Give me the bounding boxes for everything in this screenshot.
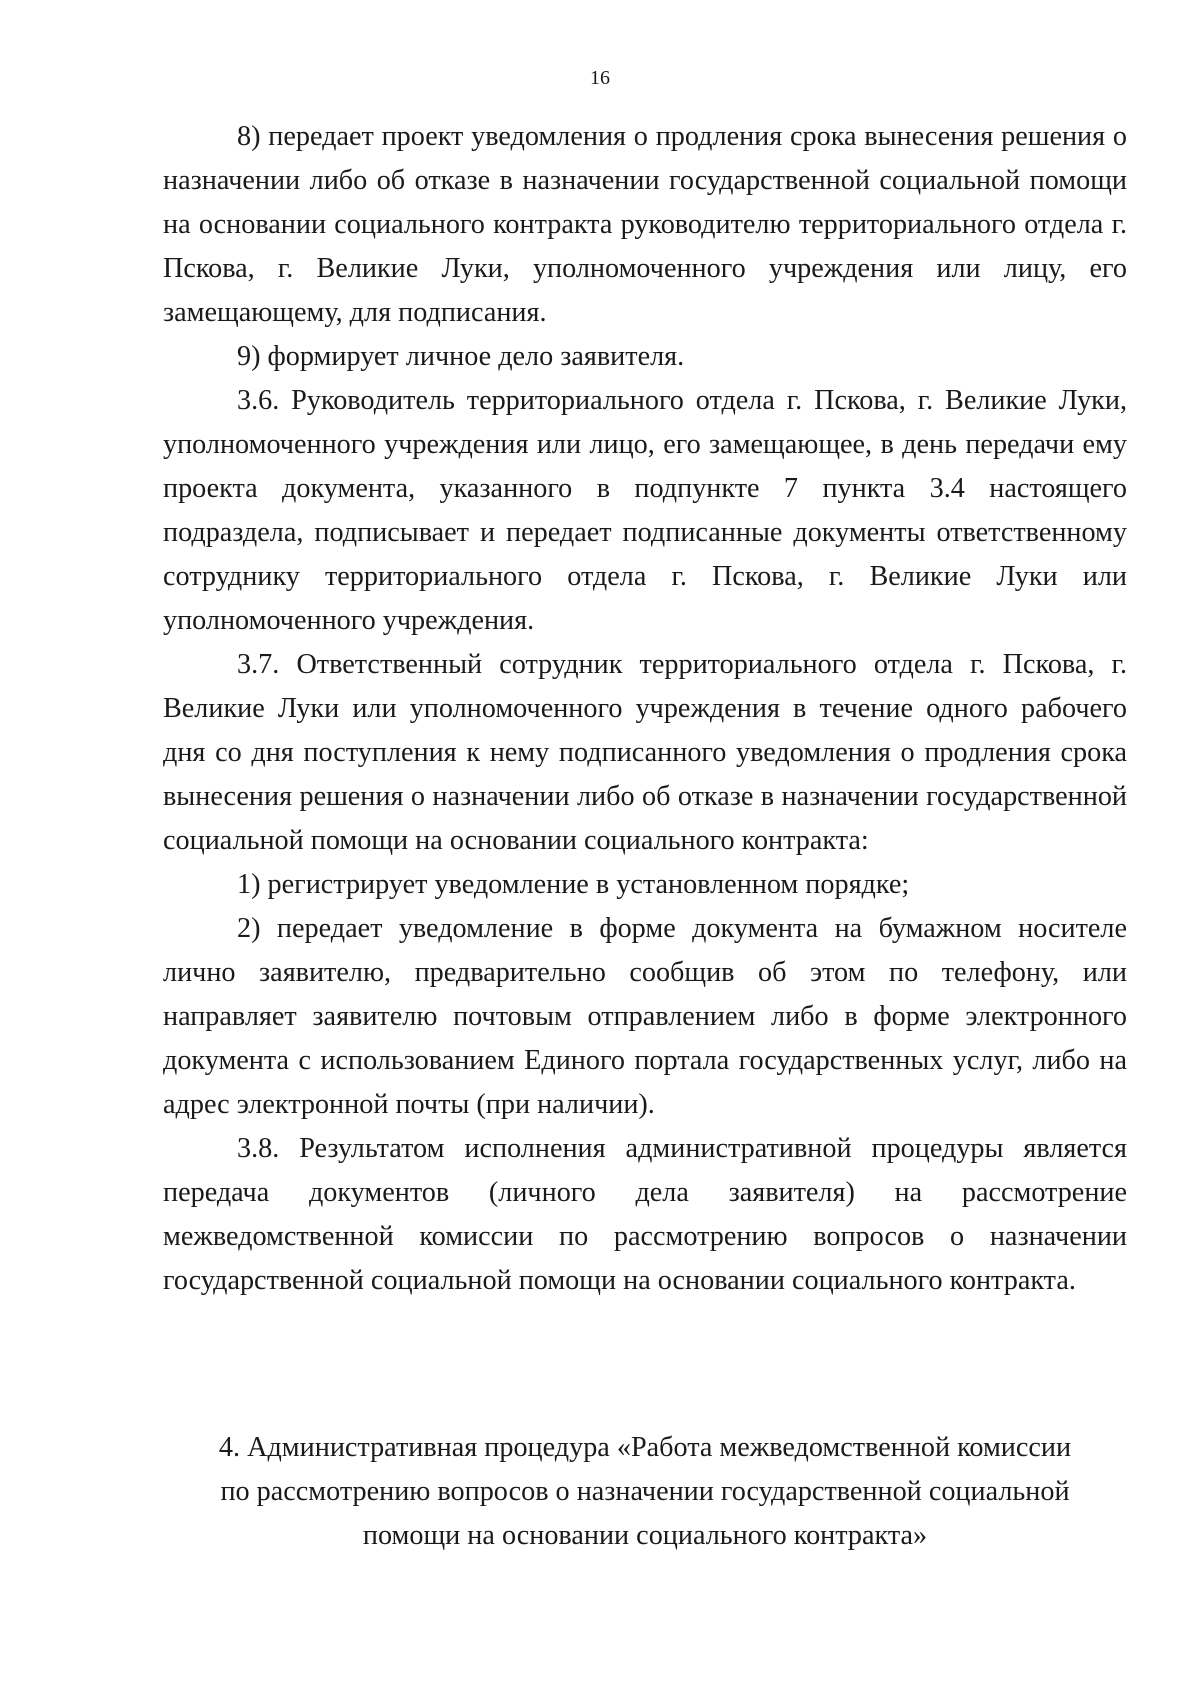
paragraph-item-2: 2) передает уведомление в форме документа на бумажном носителе лично заявителю, предварительно сообщив об этом по телефону, или направляет заявителю почтовым отправлением либо в форме электронного документа с использованием Единого портала государственных услуг, либо на адрес электронной почты (при наличии).: [163, 913, 1127, 1120]
paragraph-3-7: 3.7. Ответственный сотрудник территориального отдела г. Пскова, г. Великие Луки или уполномоченного учреждения в течение одного рабочего дня со дня поступления к нему подписанного уведомления о продления срока вынесения решения о назначении либо об отказе в назначении государственной социальной помощи на основании социального контракта:: [163, 649, 1127, 856]
paragraph-item-9: 9) формирует личное дело заявителя.: [237, 341, 685, 372]
section-heading-line-2: по рассмотрению вопросов о назначении государственной социальной: [220, 1476, 1070, 1507]
paragraph-3-8: 3.8. Результатом исполнения административной процедуры является передача документов (личного дела заявителя) на рассмотрение межведомственной комиссии по рассмотрению вопросов о назначении государственной социальной помощи на основании социального контракта.: [163, 1133, 1127, 1296]
section-heading: [163, 1426, 1127, 1558]
paragraph-item-1: 1) регистрирует уведомление в установленном порядке;: [237, 869, 910, 900]
paragraph-3-6: 3.6. Руководитель территориального отдела г. Пскова, г. Великие Луки, уполномоченного учреждения или лицо, его замещающее, в день передачи ему проекта документа, указанного в подпункте 7 пункта 3.4 настоящего подраздела, подписывает и передает подписанные документы ответственному сотруднику территориального отдела г. Пскова, г. Великие Луки или уполномоченного учреждения.: [163, 385, 1127, 636]
paragraph-item-8: 8) передает проект уведомления о продления срока вынесения решения о назначении либо об отказе в назначении государственной социальной помощи на основании социального контракта руководителю территориального отдела г. Пскова, г. Великие Луки, уполномоченного учреждения или лицу, его замещающему, для подписания.: [163, 121, 1127, 328]
page-number: 16: [590, 67, 610, 89]
section-heading-line-3: помощи на основании социального контракта»: [362, 1520, 928, 1551]
document-body: [163, 115, 1127, 1303]
section-heading-line-1: 4. Административная процедура «Работа межведомственной комиссии: [218, 1432, 1072, 1463]
